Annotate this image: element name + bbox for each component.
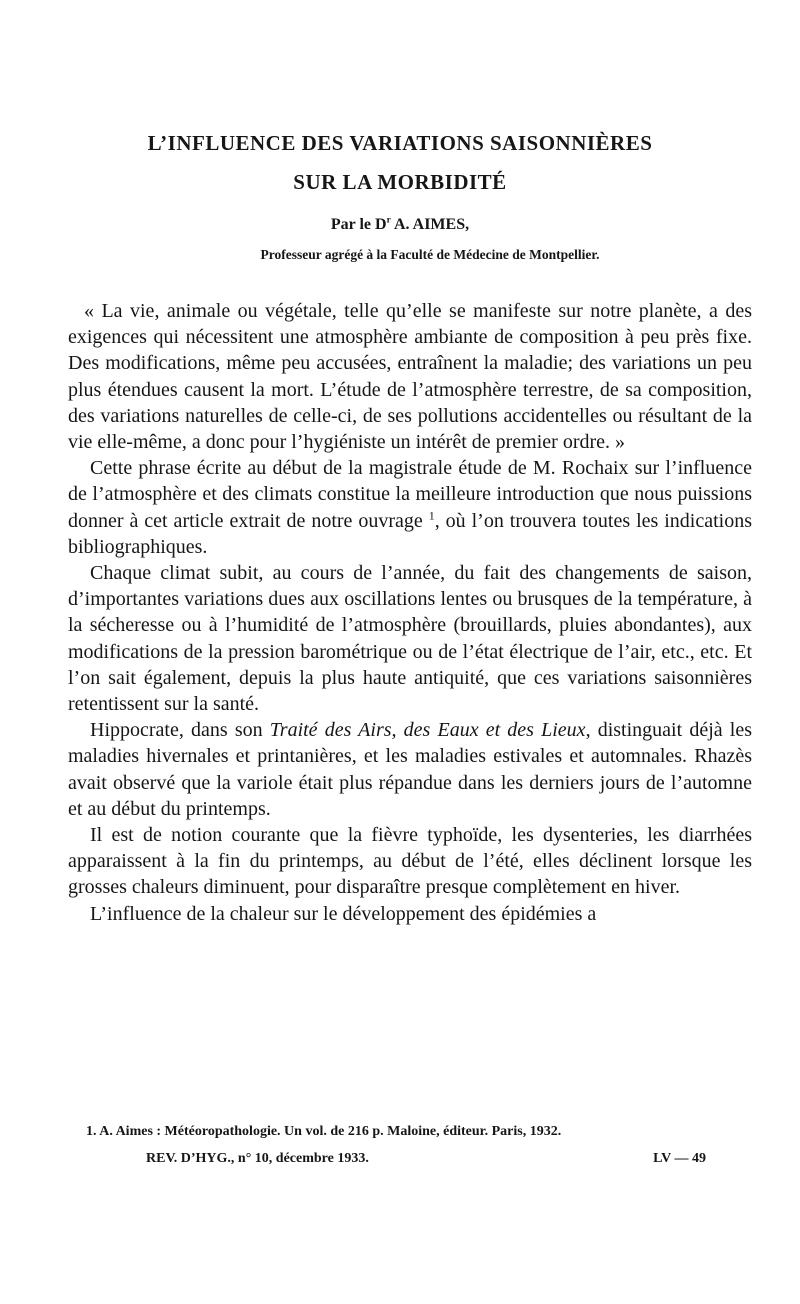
paragraph-diseases: Il est de notion courante que la fièvre typhoïde, les dysenteries, les diarrhées apparaissent à la fin du printemps, au début de l’été, elles déclinent lorsque les grosses chaleurs diminuent, pour disparaître presque complètement en hiver. bbox=[68, 824, 752, 899]
book-title-italic: Traité des Airs, des Eaux et des Lieux bbox=[269, 719, 586, 742]
article-title-line-1: L’INFLUENCE DES VARIATIONS SAISONNIÈRES bbox=[147, 131, 653, 155]
paragraph-hippocrates bbox=[68, 717, 752, 822]
page-footer bbox=[146, 1151, 706, 1167]
paragraph-text: , distinguait déjà les maladies hivernales et printanières, et les maladies estivales et automnales. Rhazès avait observé que la variole était plus répandue dans les derniers jours de l’automne et au début du printemps. bbox=[68, 719, 752, 820]
paragraph-introduction bbox=[68, 455, 752, 560]
byline-superscript: r bbox=[386, 214, 391, 226]
paragraph-text: Hippocrate, dans son bbox=[90, 719, 270, 742]
byline-prefix: Par le D bbox=[330, 216, 387, 233]
paragraph-quote: « La vie, animale ou végétale, telle qu’elle se manifeste sur notre planète, a des exigences qui nécessitent une atmosphère ambiante de composition à peu près fixe. Des modifications, même peu accusées, entraînent la maladie; des variations un peu plus étendues causent la mort. L’étude de l’atmosphère terrestre, de sa composition, des variations naturelles de celle-ci, de ses pollutions accidentelles ou résultant de la vie elle-même, a donc pour l’hygiéniste un intérêt de premier ordre. » bbox=[68, 300, 752, 454]
author-byline bbox=[60, 216, 740, 234]
article-body bbox=[68, 298, 752, 927]
author-affiliation: Professeur agrégé à la Faculté de Médecine de Montpellier. bbox=[260, 247, 600, 262]
paragraph-heat-influence: L’influence de la chaleur sur le développement des épidémies a bbox=[90, 902, 597, 925]
author-name: A. AIMES, bbox=[393, 216, 470, 233]
article-title-line-2: SUR LA MORBIDITÉ bbox=[293, 170, 507, 194]
journal-reference: REV. D’HYG., n° 10, décembre 1933. bbox=[146, 1151, 369, 1166]
footnote: 1. A. Aimes : Météoropathologie. Un vol. de 216 p. Maloine, éditeur. Paris, 1932. bbox=[86, 1124, 562, 1139]
footnote-marker: 1 bbox=[428, 507, 435, 522]
paragraph-climate: Chaque climat subit, au cours de l’année, du fait des changements de saison, d’importantes variations dues aux oscillations lentes ou brusques de la température, à la sécheresse ou à l’humidité de l’atmosphère (brouillards, pluies abondantes), aux modifications de la pression barométrique ou de l’état électrique de l’air, etc., etc. Et l’on sait également, depuis la plus haute antiquité, que ces variations saisonnières retentissent sur la santé. bbox=[68, 562, 752, 716]
paragraph-text: , où l’on trouvera toutes les indications bibliographiques. bbox=[68, 509, 752, 558]
page-number: LV — 49 bbox=[653, 1151, 706, 1166]
paragraph-text: Cette phrase écrite au début de la magistrale étude de M. Rochaix sur l’influence de l’atmosphère et des climats constitue la meilleure introduction que nous puissions donner à cet article extrait de notre ouvrage bbox=[68, 457, 752, 532]
